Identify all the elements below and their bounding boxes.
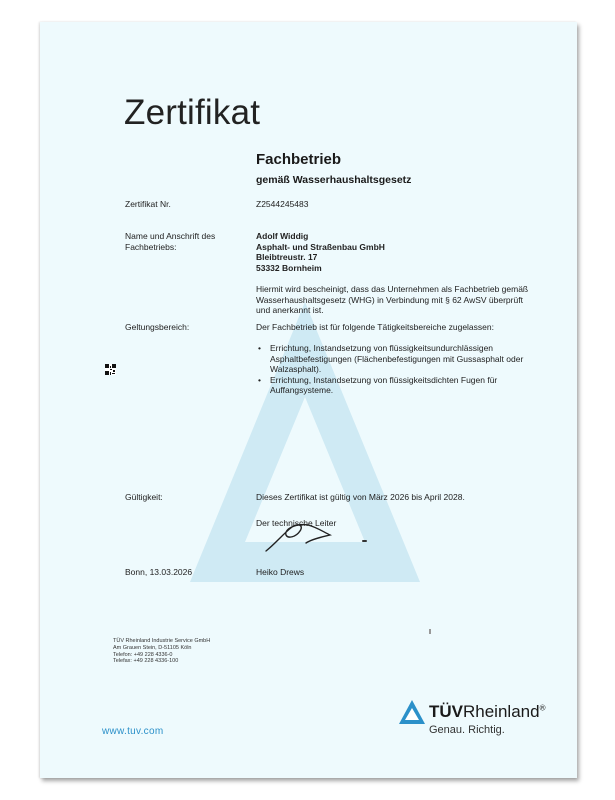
qr-code-icon [105, 364, 116, 375]
address-label-line: Name und Anschrift des [125, 231, 216, 241]
company-legal-name: Asphalt- und Straßenbau GmbH [256, 241, 385, 252]
certificate-number-label: Zertifikat Nr. [125, 199, 171, 209]
ink-mark [362, 540, 367, 542]
signer-role: Der technische Leiter [256, 518, 337, 528]
signature-icon [262, 515, 342, 555]
brand-regular: Rheinland [463, 702, 540, 721]
brand-name [429, 702, 545, 722]
scope-label: Geltungsbereich: [125, 322, 190, 332]
issuer-name: TÜV Rheinland Industrie Service GmbH [113, 638, 211, 644]
brand-slogan: Genau. Richtig. [429, 724, 505, 736]
validity-text: Dieses Zertifikat ist gültig von März 2026 bis April 2028. [256, 492, 465, 502]
activity-item: • Errichtung, Instandsetzung von flüssigkeitsundurchlässigen Asphaltbefestigungen (Flächenbefestigungen mit Gussasphalt oder Walzasphalt). [270, 343, 541, 375]
activity-item: • Errichtung, Instandsetzung von flüssigkeitsdichten Fugen für Auffangsysteme. [270, 375, 541, 396]
company-name: Adolf Widdig [256, 231, 309, 241]
brand-bold: TÜV [429, 702, 463, 721]
scope-intro: Der Fachbetrieb ist für folgende Tätigkeitsbereiche zugelassen: [256, 322, 494, 332]
validity-label: Gültigkeit: [125, 492, 163, 502]
company-city: 53332 Bornheim [256, 262, 322, 273]
signer-name: Heiko Drews [256, 567, 305, 577]
certificate-subheading: gemäß Wasserhaushaltsgesetz [256, 174, 412, 186]
issuer-fax: Telefax: +49 228 4336-100 [113, 658, 179, 665]
ink-mark [429, 629, 431, 634]
address-label [125, 231, 215, 253]
certificate-title: Zertifikat [124, 93, 261, 132]
certificate-sheet [40, 22, 577, 778]
issuer-address [113, 638, 210, 665]
place-date: Bonn, 13.03.2026 [125, 567, 193, 577]
activities-list [256, 343, 541, 396]
tuv-rheinland-logo [399, 698, 569, 744]
tuv-triangle-logo-icon [399, 700, 425, 724]
issuer-phone: Telefon: +49 228 4336-0 [113, 651, 173, 658]
address-label-line: Fachbetriebs: [125, 242, 177, 252]
company-street: Bleibtreustr. 17 [256, 252, 318, 262]
issuer-street: Am Grauen Stein, D-51105 Köln [113, 644, 192, 651]
company-address [256, 231, 546, 273]
website-link[interactable]: www.tuv.com [102, 726, 164, 737]
certificate-number: Z2544245483 [256, 199, 309, 209]
certificate-heading: Fachbetrieb [256, 151, 342, 168]
registered-mark: ® [539, 703, 546, 713]
certification-statement: Hiermit wird bescheinigt, dass das Unternehmen als Fachbetrieb gemäß Wasserhaushaltsgesetz (WHG) in Verbindung mit § 62 AwSV überprüft und anerkannt ist. [256, 284, 529, 315]
